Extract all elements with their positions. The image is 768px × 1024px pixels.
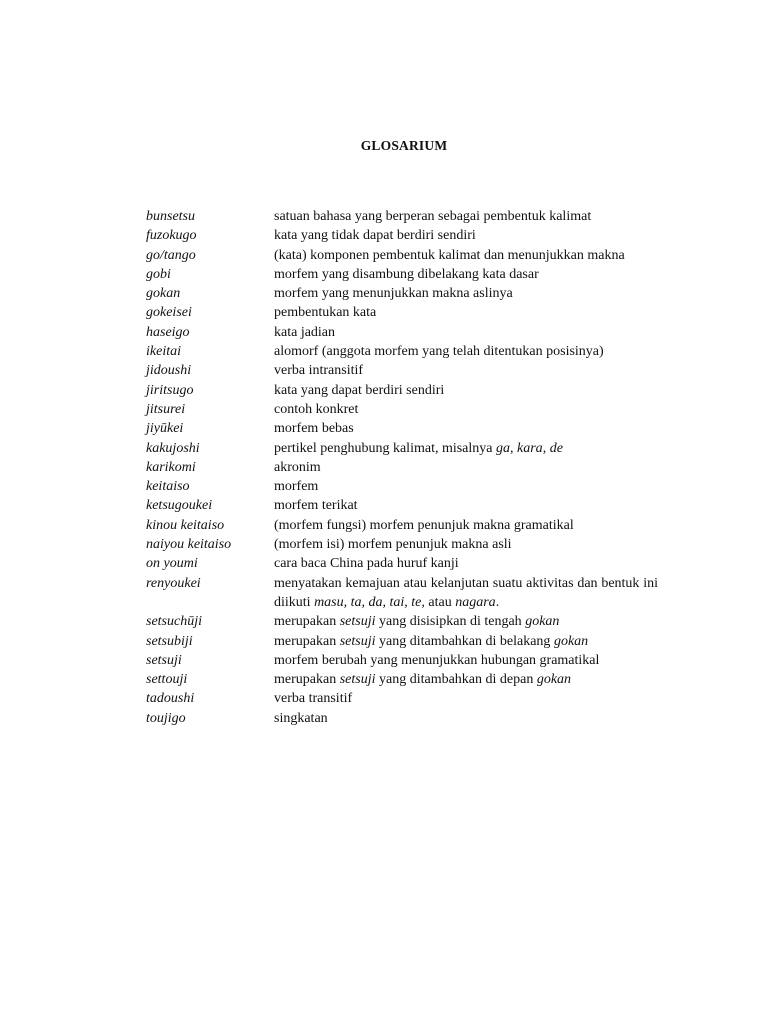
glossary-definition [274, 574, 658, 613]
glossary-term: kinou keitaiso [146, 517, 225, 533]
glossary-entry [146, 381, 658, 400]
glossary-entry [146, 477, 658, 496]
definition-segment: , [510, 440, 518, 456]
glossary-term: ikeitai [146, 344, 181, 360]
glossary-definition [274, 651, 658, 670]
definition-segment: yang disisipkan di tengah [375, 614, 526, 630]
definition-italic-segment: gokan [553, 633, 589, 649]
definition-segment: merupakan [274, 614, 340, 630]
glossary-definition [274, 670, 658, 689]
glossary-entry [146, 516, 658, 535]
glossary-entry [146, 554, 658, 573]
glossary-term: on youmi [146, 556, 198, 572]
glossary-definition [274, 458, 658, 477]
glossary-term: setsubiji [146, 633, 193, 649]
definition-segment: yang ditambahkan di belakang [375, 633, 554, 649]
definition-segment: kata jadian [274, 324, 336, 340]
glossary-definition [274, 477, 658, 496]
definition-segment: morfem terikat [274, 498, 358, 514]
definition-segment: morfem berubah yang menunjukkan hubungan gramatikal [274, 652, 600, 668]
glossary-term: bunsetsu [146, 209, 195, 224]
glossary-term: tadoushi [146, 691, 195, 707]
glossary-definition [274, 439, 658, 458]
glossary-definition [274, 226, 658, 245]
definition-segment: merupakan [274, 672, 340, 688]
glossary-term: jiritsugo [146, 382, 194, 398]
glossary-list [146, 207, 658, 728]
definition-italic-segment: ga [496, 440, 511, 456]
definition-segment: yang ditambahkan di depan [375, 672, 537, 688]
definition-segment: cara baca China pada huruf kanji [274, 556, 459, 572]
definition-italic-segment: setsuji [339, 633, 376, 649]
glossary-definition [274, 342, 658, 361]
glossary-definition [274, 381, 658, 400]
definition-italic-segment: de [549, 440, 563, 456]
glossary-entry [146, 612, 658, 631]
definition-italic-segment: masu, ta, da, tai, te, [314, 594, 425, 610]
definition-segment: . [495, 594, 500, 610]
glossary-entry [146, 303, 658, 322]
definition-segment: (morfem fungsi) morfem penunjuk makna gramatikal [274, 517, 574, 533]
glossary-term: jidoushi [146, 363, 192, 379]
glossary-definition [274, 207, 658, 226]
glossary-definition [274, 516, 658, 535]
glossary-entry [146, 632, 658, 651]
glossary-term: ketsugoukei [146, 498, 213, 514]
glossary-entry [146, 651, 658, 670]
glossary-entry [146, 574, 658, 613]
glossary-term: settouji [146, 672, 188, 688]
glossary-term: fuzokugo [146, 228, 197, 244]
glossary-entry [146, 265, 658, 284]
definition-segment: menyatakan kemajuan atau kelanjutan suatu aktivitas dan bentuk ini diikuti [274, 575, 658, 610]
glossary-term: gokan [146, 286, 181, 302]
glossary-definition [274, 323, 658, 342]
glossary-definition [274, 361, 658, 380]
definition-segment: morfem yang disambung dibelakang kata dasar [274, 266, 539, 282]
definition-segment: satuan bahasa yang berperan sebagai pembentuk kalimat [274, 209, 592, 224]
definition-segment: (kata) komponen pembentuk kalimat dan menunjukkan makna [274, 247, 625, 263]
definition-segment: morfem yang menunjukkan makna aslinya [274, 286, 513, 302]
definition-segment: atau [424, 594, 456, 610]
glossary-definition [274, 246, 658, 265]
definition-italic-segment: gokan [536, 672, 572, 688]
definition-segment: kata yang dapat berdiri sendiri [274, 382, 445, 398]
definition-italic-segment: setsuji [339, 672, 376, 688]
glossary-term: renyoukei [146, 575, 201, 591]
glossary-definition [274, 400, 658, 419]
glossary-definition [274, 265, 658, 284]
glossary-definition [274, 303, 658, 322]
glossary-entry [146, 439, 658, 458]
glossary-term: toujigo [146, 710, 186, 726]
definition-segment: verba transitif [274, 691, 353, 707]
glossary-definition [274, 535, 658, 554]
definition-italic-segment: nagara [455, 594, 496, 610]
glossary-entry [146, 342, 658, 361]
glossary-entry [146, 419, 658, 438]
definition-segment: merupakan [274, 633, 340, 649]
glossary-term: jiyūkei [146, 421, 184, 437]
definition-italic-segment: setsuji [339, 614, 376, 630]
definition-segment: morfem bebas [274, 421, 354, 437]
glossary-term: haseigo [146, 324, 190, 340]
glossary-entry [146, 535, 658, 554]
glossary-term: setsuji [146, 652, 182, 668]
glossary-term: karikomi [146, 459, 196, 475]
definition-italic-segment: kara [517, 440, 543, 456]
definition-segment: alomorf (anggota morfem yang telah ditentukan posisinya) [274, 344, 604, 360]
glossary-entry [146, 458, 658, 477]
glossary-definition [274, 496, 658, 515]
glossary-entry [146, 709, 658, 728]
glossary-definition [274, 554, 658, 573]
glossary-entry [146, 496, 658, 515]
glossary-definition [274, 632, 658, 651]
definition-segment: pembentukan kata [274, 305, 377, 321]
definition-segment: morfem [274, 479, 319, 495]
glossary-entry [146, 689, 658, 708]
definition-segment: verba intransitif [274, 363, 364, 379]
glossary-entry [146, 284, 658, 303]
glossary-entry [146, 207, 658, 226]
glossary-definition [274, 689, 658, 708]
glossary-term: kakujoshi [146, 440, 200, 456]
definition-segment: contoh konkret [274, 401, 359, 417]
definition-segment: singkatan [274, 710, 328, 726]
glossary-entry [146, 226, 658, 245]
glossary-entry [146, 361, 658, 380]
definition-segment: , [542, 440, 550, 456]
glossary-term: naiyou keitaiso [146, 537, 232, 553]
glossary-definition [274, 284, 658, 303]
glossary-definition [274, 612, 658, 631]
glossary-definition [274, 419, 658, 438]
page-title: GLOSARIUM [360, 138, 448, 153]
glossary-entry [146, 246, 658, 265]
definition-segment: akronim [274, 459, 321, 475]
definition-italic-segment: gokan [525, 614, 560, 630]
definition-segment: kata yang tidak dapat berdiri sendiri [274, 228, 476, 244]
glossary-term: setsuchūji [146, 614, 202, 630]
definition-segment: pertikel penghubung kalimat, misalnya [274, 440, 497, 456]
glossary-term: gobi [146, 266, 171, 282]
glossary-term: keitaiso [146, 479, 190, 495]
glossary-entry [146, 400, 658, 419]
glossary-definition [274, 709, 658, 728]
glossary-term: gokeisei [146, 305, 192, 321]
glossary-term: jitsurei [146, 401, 186, 417]
definition-segment: (morfem isi) morfem penunjuk makna asli [274, 537, 512, 553]
glossary-entry [146, 323, 658, 342]
glossary-entry [146, 670, 658, 689]
glossary-term: go/tango [146, 247, 196, 263]
